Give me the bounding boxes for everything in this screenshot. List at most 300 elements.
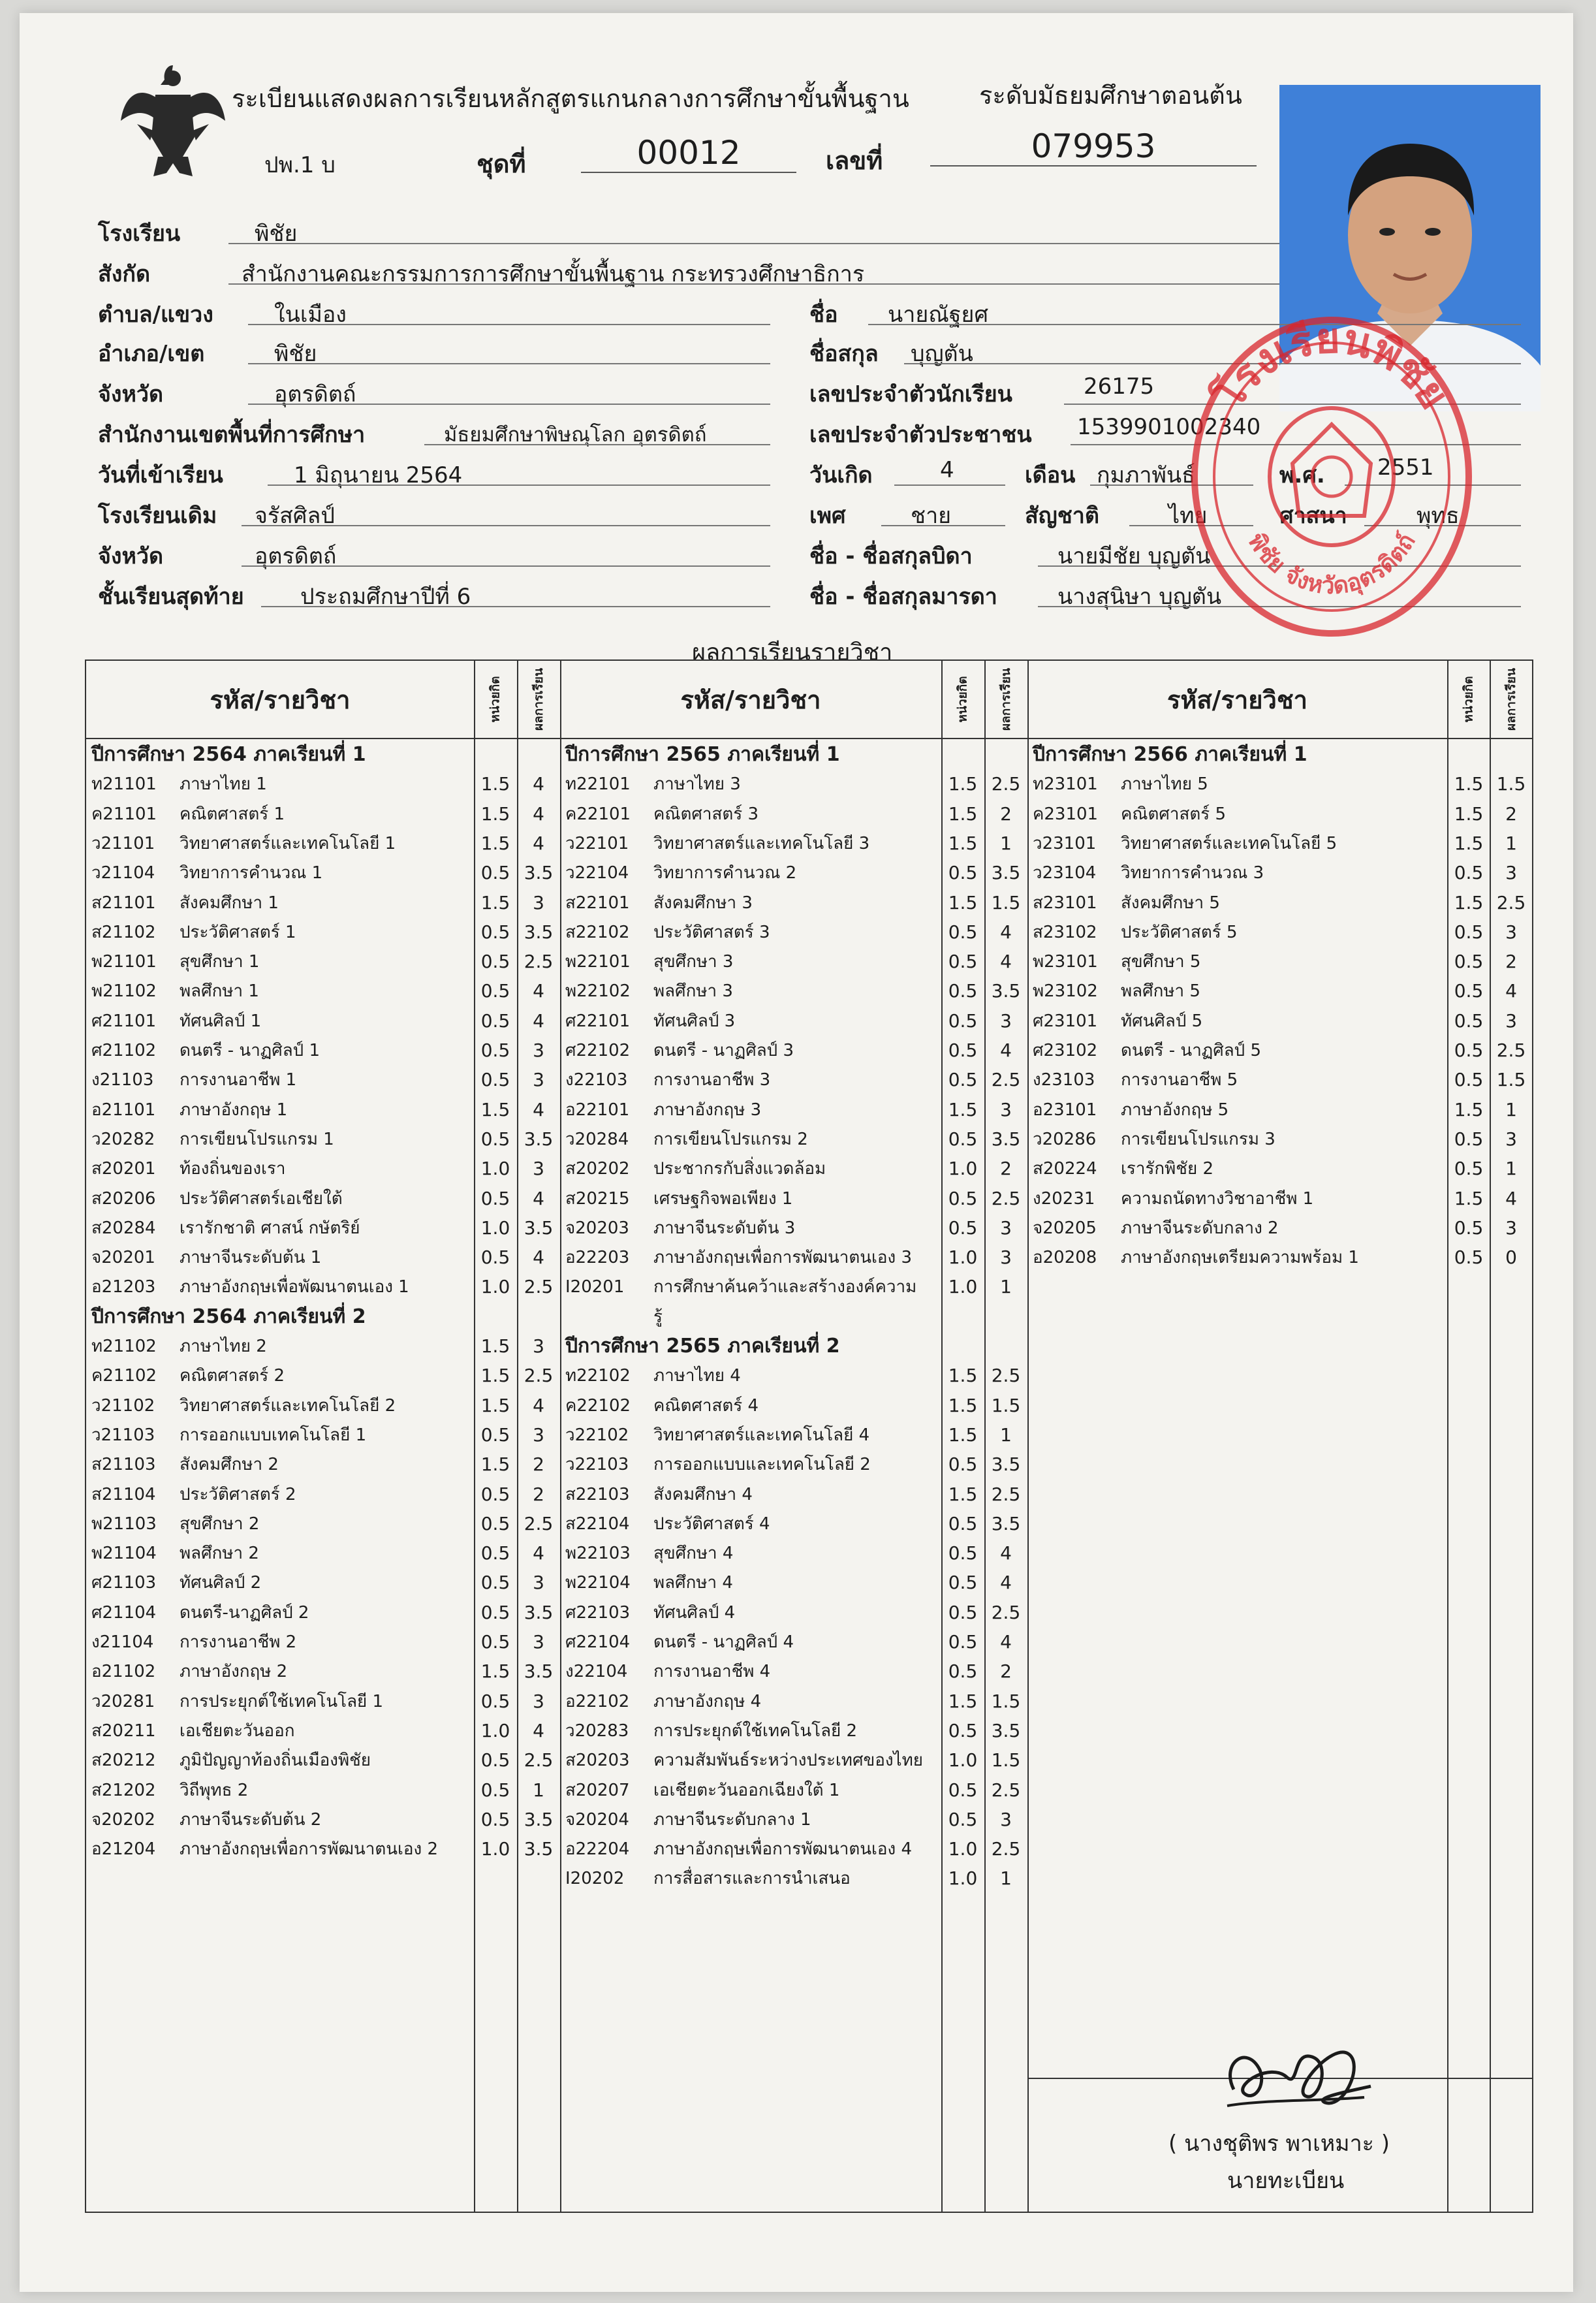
grade-value: 4 bbox=[1000, 921, 1012, 943]
table-row bbox=[565, 829, 869, 858]
subject-name: ทัศนศิลป์ 3 bbox=[653, 1011, 736, 1031]
grade-value: 1.5 bbox=[991, 1749, 1021, 1771]
form-code: ปพ.1 บ bbox=[264, 152, 336, 178]
table-row bbox=[565, 1717, 857, 1745]
grade-value: 1.5 bbox=[991, 891, 1021, 913]
credit-value: 0.5 bbox=[1454, 980, 1484, 1002]
subject-name: คณิตศาสตร์ 5 bbox=[1121, 804, 1227, 824]
grade-value: 1 bbox=[1000, 1276, 1012, 1298]
subject-header-1: รหัส/รายวิชา bbox=[210, 685, 351, 714]
credit-value: 0.5 bbox=[480, 1542, 510, 1564]
subject-code: ส20211 bbox=[91, 1721, 156, 1741]
citizen-id-label: เลขประจำตัวประชาชน bbox=[809, 422, 1032, 448]
table-row bbox=[91, 1480, 296, 1509]
subject-code: ศ23101 bbox=[1033, 1011, 1098, 1031]
grade-value: 3.5 bbox=[991, 1719, 1021, 1741]
subject-name: รู้ bbox=[653, 1307, 663, 1327]
grade-value: 2 bbox=[1000, 1660, 1012, 1683]
subject-code: ศ22104 bbox=[565, 1632, 631, 1652]
subject-code: ว20286 bbox=[1033, 1129, 1097, 1149]
grade-value: 4 bbox=[533, 1394, 544, 1416]
subject-name: สังคมศึกษา 3 bbox=[653, 893, 753, 913]
credit-value: 1.5 bbox=[948, 773, 978, 795]
subject-name: ประวัติศาสตร์ 4 bbox=[653, 1514, 770, 1534]
subject-code: พ21104 bbox=[91, 1544, 157, 1564]
table-row bbox=[91, 829, 396, 858]
subject-code: ศ21103 bbox=[91, 1573, 157, 1593]
credit-value: 0.5 bbox=[480, 1423, 510, 1446]
table-row bbox=[565, 918, 770, 947]
grade-value: 3 bbox=[533, 891, 544, 913]
subject-code: ท22101 bbox=[565, 774, 631, 795]
grade-value: 2.5 bbox=[991, 1365, 1021, 1387]
grade-value: 3 bbox=[1505, 1128, 1517, 1150]
subject-code: ว21101 bbox=[91, 833, 155, 853]
area-office-value: มัธยมศึกษาพิษณุโลก อุตรดิตถ์ bbox=[444, 423, 707, 447]
subject-name: สุขศึกษา 1 bbox=[180, 952, 260, 972]
subject-name: การเขียนโปรแกรม 1 bbox=[180, 1129, 334, 1149]
subject-code: ง20231 bbox=[1033, 1188, 1095, 1209]
subject-code: ศ21102 bbox=[91, 1041, 157, 1060]
subject-code: ส22101 bbox=[565, 893, 630, 913]
grade-value: 4 bbox=[533, 1247, 544, 1269]
credit-value: 0.5 bbox=[1454, 1247, 1484, 1269]
table-row bbox=[91, 1273, 409, 1301]
subject-name: สังคมศึกษา 4 bbox=[653, 1484, 753, 1504]
subject-code: อ21203 bbox=[91, 1277, 156, 1297]
subject-code: ว22102 bbox=[565, 1425, 629, 1445]
subject-name: ประชากรกับสิ่งแวดล้อม bbox=[653, 1159, 826, 1179]
subject-code: อ22203 bbox=[565, 1248, 630, 1268]
grade-value: 2 bbox=[1000, 802, 1012, 825]
subject-code: ค21101 bbox=[91, 804, 157, 824]
subject-code: ว21103 bbox=[91, 1425, 155, 1445]
subject-code: พ22104 bbox=[565, 1573, 631, 1593]
table-row bbox=[91, 1598, 309, 1627]
semester-heading: ปีการศึกษา 2566 ภาคเรียนที่ 1 bbox=[1033, 743, 1307, 766]
grade-value: 2 bbox=[533, 1453, 544, 1476]
subject-name: ท้องถิ่นของเรา bbox=[180, 1159, 286, 1179]
subject-name: ประวัติศาสตร์ 3 bbox=[653, 922, 770, 942]
nationality-label: สัญชาติ bbox=[1025, 503, 1099, 529]
subject-name: ภาษาอังกฤษ 2 bbox=[180, 1662, 288, 1682]
grade-value: 1 bbox=[1505, 1158, 1517, 1180]
subject-name: การศึกษาค้นคว้าและสร้างองค์ความ bbox=[653, 1277, 917, 1297]
credit-value: 1.5 bbox=[948, 1365, 978, 1387]
grade-value: 4 bbox=[1505, 1187, 1517, 1209]
table-row bbox=[1033, 800, 1226, 829]
credit-header-1: หน่วยกิต bbox=[488, 676, 503, 723]
table-row bbox=[565, 1214, 795, 1243]
table-row bbox=[565, 1539, 733, 1568]
subject-name: ภาษาอังกฤษ 4 bbox=[653, 1691, 762, 1711]
credit-value: 0.5 bbox=[480, 1483, 510, 1505]
grade-value: 4 bbox=[533, 980, 544, 1002]
subject-code: จ20202 bbox=[91, 1809, 155, 1830]
subject-name: ประวัติศาสตร์ 2 bbox=[180, 1484, 296, 1504]
subject-code: พ22102 bbox=[565, 981, 631, 1002]
birth-day-label: วันเกิด bbox=[809, 462, 873, 488]
table-row bbox=[565, 770, 741, 799]
credit-value: 1.5 bbox=[948, 1394, 978, 1416]
table-row bbox=[91, 1687, 383, 1716]
subject-code: ว23104 bbox=[1033, 863, 1097, 883]
district-value: พิชัย bbox=[274, 341, 317, 367]
subject-name: ดนตรี - นาฏศิลป์ 5 bbox=[1121, 1041, 1261, 1060]
subject-code: อ22204 bbox=[565, 1839, 630, 1860]
subject-name: ภาษาไทย 1 bbox=[180, 774, 267, 795]
subject-code: ส20224 bbox=[1033, 1159, 1097, 1179]
subject-code: ศ21104 bbox=[91, 1602, 157, 1623]
number-label: เลขที่ bbox=[826, 146, 883, 175]
subject-name: ภาษาอังกฤษ 3 bbox=[653, 1100, 762, 1120]
credit-value: 1.5 bbox=[480, 1394, 510, 1416]
subject-code: พ23102 bbox=[1033, 981, 1098, 1002]
citizen-id-value: 1539901002340 bbox=[1077, 414, 1261, 440]
grade-value: 2.5 bbox=[1496, 891, 1526, 913]
credit-value: 1.5 bbox=[1454, 1098, 1484, 1120]
subject-code: ศ22102 bbox=[565, 1041, 631, 1060]
subject-name: วิทยาการคำนวณ 3 bbox=[1121, 863, 1264, 883]
credit-value: 1.0 bbox=[480, 1276, 510, 1298]
credit-value: 1.5 bbox=[480, 802, 510, 825]
surname-value: บุญตัน bbox=[911, 341, 973, 367]
grade-value: 3 bbox=[1000, 1247, 1012, 1269]
semester-heading: ปีการศึกษา 2565 ภาคเรียนที่ 1 bbox=[565, 743, 840, 766]
table-row bbox=[565, 1450, 871, 1479]
table-row bbox=[565, 1510, 770, 1538]
table-row bbox=[1033, 1184, 1313, 1213]
sex-value: ชาย bbox=[911, 503, 952, 529]
subject-name: การออกแบบและเทคโนโลยี 2 bbox=[653, 1455, 871, 1475]
table-row bbox=[91, 1835, 438, 1864]
subject-code: อ21204 bbox=[91, 1839, 156, 1860]
religion-value: พุทธ bbox=[1416, 503, 1460, 529]
table-row bbox=[1033, 770, 1208, 799]
results-table-title: ผลการเรียนรายวิชา bbox=[692, 639, 893, 666]
subject-name: คณิตศาสตร์ 3 bbox=[653, 804, 759, 824]
results-table bbox=[85, 659, 1533, 2213]
subject-name: พลศึกษา 3 bbox=[653, 981, 733, 1002]
table-row bbox=[91, 918, 296, 947]
subject-code: อ23101 bbox=[1033, 1100, 1097, 1120]
grade-value: 3 bbox=[1000, 1808, 1012, 1830]
table-row bbox=[1033, 918, 1238, 947]
subject-code: ส20207 bbox=[565, 1780, 630, 1800]
credit-value: 0.5 bbox=[480, 1572, 510, 1594]
school-label: โรงเรียน bbox=[98, 221, 181, 247]
subject-name: ประวัติศาสตร์ 1 bbox=[180, 922, 296, 942]
subject-name: ภาษาจีนระดับต้น 1 bbox=[180, 1248, 322, 1268]
table-row bbox=[91, 770, 267, 799]
grade-value: 4 bbox=[1000, 1572, 1012, 1594]
subject-name: การงานอาชีพ 1 bbox=[180, 1070, 297, 1090]
credit-value: 1.5 bbox=[480, 891, 510, 913]
grade-value: 2.5 bbox=[991, 773, 1021, 795]
grade-header-1: ผลการเรียน bbox=[531, 668, 546, 731]
grade-value: 3.5 bbox=[524, 1128, 554, 1150]
subject-name: ประวัติศาสตร์เอเชียใต้ bbox=[180, 1188, 343, 1209]
table-row bbox=[565, 1007, 735, 1036]
grade-value: 2.5 bbox=[991, 1483, 1021, 1505]
credit-value: 0.5 bbox=[480, 1009, 510, 1032]
grade-value: 3 bbox=[533, 1069, 544, 1091]
table-row bbox=[91, 1066, 296, 1094]
grade-value: 4 bbox=[533, 832, 544, 854]
grade-value: 1.5 bbox=[991, 1394, 1021, 1416]
subject-name: ภาษาอังกฤษเพื่อพัฒนาตนเอง 1 bbox=[180, 1277, 409, 1297]
subject-code: ท22102 bbox=[565, 1366, 631, 1386]
father-label: ชื่อ - ชื่อสกุลบิดา bbox=[809, 543, 973, 569]
subject-name: ดนตรี - นาฏศิลป์ 4 bbox=[653, 1632, 794, 1652]
grade-value: 4 bbox=[533, 1542, 544, 1564]
grade-value: 3 bbox=[1505, 1216, 1517, 1239]
grade-value: 2 bbox=[1000, 1158, 1012, 1180]
subject-code: ง22104 bbox=[565, 1662, 628, 1682]
subject-code: ว20283 bbox=[565, 1721, 629, 1741]
credit-value: 1.5 bbox=[948, 1098, 978, 1120]
credit-value: 0.5 bbox=[480, 951, 510, 973]
subdistrict-value: ในเมือง bbox=[274, 302, 347, 328]
subject-name: ทัศนศิลป์ 4 bbox=[653, 1602, 736, 1623]
table-row bbox=[91, 1717, 294, 1745]
grade-value: 3 bbox=[533, 1423, 544, 1446]
table-row bbox=[91, 977, 259, 1006]
grade-value: 2.5 bbox=[991, 1779, 1021, 1801]
table-row bbox=[91, 1805, 321, 1834]
birth-month-label: เดือน bbox=[1025, 462, 1076, 488]
grade-value: 1.5 bbox=[1496, 1069, 1526, 1091]
credit-value: 0.5 bbox=[480, 980, 510, 1002]
table-row bbox=[91, 1776, 248, 1805]
subject-name: ภาษาอังกฤษเพื่อการพัฒนาตนเอง 3 bbox=[653, 1248, 913, 1268]
subject-name: ภูมิปัญญาท้องถิ่นเมืองพิชัย bbox=[180, 1751, 371, 1771]
credit-value: 1.5 bbox=[480, 832, 510, 854]
table-row bbox=[91, 1214, 360, 1243]
credit-value: 1.5 bbox=[948, 1483, 978, 1505]
credit-value: 1.5 bbox=[948, 891, 978, 913]
subject-name: คณิตศาสตร์ 1 bbox=[180, 804, 285, 824]
credit-value: 1.5 bbox=[1454, 773, 1484, 795]
table-row bbox=[1033, 889, 1220, 917]
table-row bbox=[565, 889, 753, 917]
subject-name: ภาษาอังกฤษ 1 bbox=[180, 1100, 288, 1120]
grade-value: 3 bbox=[533, 1572, 544, 1594]
enroll-date-value: 1 มิถุนายน 2564 bbox=[294, 462, 463, 488]
table-row bbox=[91, 1391, 396, 1420]
subject-name: เอเชียตะวันออก bbox=[180, 1721, 295, 1741]
subject-name: การประยุกต์ใช้เทคโนโลยี 1 bbox=[180, 1691, 384, 1711]
table-row bbox=[91, 1036, 320, 1065]
grade-value: 3.5 bbox=[524, 862, 554, 884]
credit-value: 0.5 bbox=[480, 1749, 510, 1771]
credit-value bbox=[941, 1303, 984, 1331]
table-row bbox=[565, 1066, 770, 1094]
credit-value: 0.5 bbox=[948, 1601, 978, 1623]
credit-value: 0.5 bbox=[948, 1512, 978, 1534]
subject-code: ส20284 bbox=[91, 1218, 156, 1238]
grade-value: 3 bbox=[1505, 1009, 1517, 1032]
credit-value: 0.5 bbox=[1454, 1158, 1484, 1180]
credit-value: 0.5 bbox=[480, 1128, 510, 1150]
grade-value: 3 bbox=[533, 1158, 544, 1180]
document-number: 079953 bbox=[930, 127, 1257, 167]
table-row bbox=[1033, 1125, 1275, 1154]
table-row bbox=[565, 1864, 851, 1893]
subject-code: พ22103 bbox=[565, 1544, 631, 1564]
registrar-role: นายทะเบียน bbox=[1227, 2168, 1345, 2194]
credit-value: 0.5 bbox=[480, 1247, 510, 1269]
credit-value: 0.5 bbox=[948, 1660, 978, 1683]
religion-label: ศาสนา bbox=[1279, 503, 1347, 529]
grade-value: 3.5 bbox=[991, 1453, 1021, 1476]
set-label: ชุดที่ bbox=[477, 150, 526, 178]
seal-bottom-text: พิชัย จังหวัดอุตรดิตถ์ bbox=[1242, 528, 1421, 600]
subject-name: ภาษาอังกฤษเพื่อการพัฒนาตนเอง 4 bbox=[653, 1839, 913, 1860]
grade-value: 1.5 bbox=[1496, 773, 1526, 795]
grade-value: 4 bbox=[533, 802, 544, 825]
subject-code: ค22101 bbox=[565, 804, 631, 824]
grade-value: 3 bbox=[533, 1690, 544, 1712]
grade-value: 3.5 bbox=[991, 862, 1021, 884]
subject-name: เรารักพิชัย 2 bbox=[1121, 1159, 1213, 1179]
credit-value: 1.0 bbox=[948, 1867, 978, 1890]
prev-province-label: จังหวัด bbox=[98, 543, 164, 569]
subject-name: สังคมศึกษา 2 bbox=[180, 1455, 279, 1475]
credit-value: 1.5 bbox=[480, 1098, 510, 1120]
credit-value: 1.5 bbox=[948, 1423, 978, 1446]
table-row bbox=[565, 1273, 916, 1301]
surname-label: ชื่อสกุล bbox=[809, 341, 879, 367]
subject-name: สุขศึกษา 2 bbox=[180, 1514, 260, 1534]
credit-value: 0.5 bbox=[1454, 1216, 1484, 1239]
table-row bbox=[565, 859, 796, 887]
credit-value: 0.5 bbox=[1454, 862, 1484, 884]
credit-value: 0.5 bbox=[1454, 1040, 1484, 1061]
subject-code: จ20203 bbox=[565, 1218, 629, 1238]
birth-month-value: กุมภาพันธ์ bbox=[1097, 462, 1195, 488]
grade-value: 1 bbox=[1505, 832, 1517, 854]
area-office-label: สำนักงานเขตพื้นที่การศึกษา bbox=[98, 422, 366, 448]
subject-name: การออกแบบเทคโนโลยี 1 bbox=[180, 1425, 367, 1445]
grade-value: 1 bbox=[533, 1779, 544, 1801]
subject-code: พ21103 bbox=[91, 1514, 157, 1534]
credit-value: 0.5 bbox=[480, 1631, 510, 1653]
grade-value: 0 bbox=[1505, 1247, 1517, 1269]
subject-code: ส20206 bbox=[91, 1188, 156, 1209]
grade-value: 2.5 bbox=[524, 951, 554, 973]
table-row bbox=[91, 859, 322, 887]
subject-code: อ20208 bbox=[1033, 1248, 1097, 1268]
province-value: อุตรดิตถ์ bbox=[274, 381, 356, 407]
table-row bbox=[565, 1598, 735, 1627]
subject-code: ว20284 bbox=[565, 1129, 629, 1149]
credit-value: 0.5 bbox=[1454, 1069, 1484, 1091]
table-row bbox=[565, 1628, 794, 1657]
table-row bbox=[565, 1421, 869, 1450]
subject-code: ค22102 bbox=[565, 1395, 631, 1416]
table-row bbox=[565, 947, 733, 976]
credit-value: 0.5 bbox=[948, 1572, 978, 1594]
grade-value: 3 bbox=[533, 1631, 544, 1653]
subject-code: ศ22101 bbox=[565, 1011, 631, 1031]
table-row bbox=[91, 947, 259, 976]
grade-value: 3.5 bbox=[524, 1601, 554, 1623]
father-value: นายมีชัย บุญตัน bbox=[1057, 543, 1211, 569]
subject-name: พลศึกษา 4 bbox=[653, 1573, 733, 1593]
grade-value: 3.5 bbox=[524, 1216, 554, 1239]
subject-name: การประยุกต์ใช้เทคโนโลยี 2 bbox=[653, 1721, 858, 1741]
credit-value: 1.0 bbox=[480, 1838, 510, 1860]
grade-value: 4 bbox=[1000, 1040, 1012, 1061]
credit-value: 1.5 bbox=[480, 1660, 510, 1683]
grade-value: 1.5 bbox=[991, 1690, 1021, 1712]
affiliation-value: สำนักงานคณะกรรมการการศึกษาขั้นพื้นฐาน กระทรวงศึกษาธิการ bbox=[242, 261, 865, 287]
credit-value: 1.5 bbox=[1454, 891, 1484, 913]
table-row bbox=[565, 1154, 826, 1183]
subject-name: วิทยาศาสตร์และเทคโนโลยี 2 bbox=[180, 1395, 396, 1416]
credit-value: 0.5 bbox=[948, 1719, 978, 1741]
grade-value: 2 bbox=[1505, 802, 1517, 825]
table-row bbox=[91, 1096, 287, 1124]
grade-value: 4 bbox=[1000, 1631, 1012, 1653]
subject-code: ว22101 bbox=[565, 833, 629, 853]
grade-value: 2.5 bbox=[524, 1365, 554, 1387]
subject-code: พ21102 bbox=[91, 981, 157, 1002]
credit-header-3: หน่วยกิต bbox=[1462, 676, 1477, 723]
subject-name: สุขศึกษา 5 bbox=[1121, 952, 1201, 972]
table-row bbox=[91, 1510, 259, 1538]
school-seal-icon bbox=[1181, 307, 1482, 646]
credit-value: 0.5 bbox=[480, 1808, 510, 1830]
credit-value: 0.5 bbox=[1454, 1128, 1484, 1150]
credit-value: 1.5 bbox=[948, 1690, 978, 1712]
subject-name: ภาษาไทย 3 bbox=[653, 774, 741, 795]
table-row bbox=[565, 1805, 811, 1834]
name-label: ชื่อ bbox=[809, 302, 838, 328]
table-row bbox=[565, 1184, 792, 1213]
subject-code: ส22102 bbox=[565, 922, 630, 942]
subject-name: เศรษฐกิจพอเพียง 1 bbox=[653, 1188, 793, 1209]
birth-year-label: พ.ศ. bbox=[1279, 462, 1325, 488]
district-label: อำเภอ/เขต bbox=[98, 341, 205, 367]
subject-code: ว21104 bbox=[91, 863, 155, 883]
subject-code: ค21102 bbox=[91, 1366, 157, 1386]
subject-name: วิทยาศาสตร์และเทคโนโลยี 1 bbox=[180, 833, 396, 853]
subject-name: การงานอาชีพ 4 bbox=[653, 1662, 771, 1682]
credit-value: 0.5 bbox=[1454, 1009, 1484, 1032]
subject-code: ส21104 bbox=[91, 1484, 156, 1504]
table-row bbox=[1033, 947, 1200, 976]
sex-label: เพศ bbox=[809, 503, 846, 529]
table-row bbox=[565, 1096, 761, 1124]
subject-code: พ22101 bbox=[565, 952, 631, 972]
education-level: ระดับมัธยมศึกษาตอนต้น bbox=[979, 81, 1242, 110]
subject-name: การงานอาชีพ 2 bbox=[180, 1632, 297, 1652]
table-row bbox=[91, 1361, 285, 1390]
credit-value: 0.5 bbox=[948, 862, 978, 884]
subject-name: ทัศนศิลป์ 5 bbox=[1121, 1011, 1203, 1031]
grade-value: 3.5 bbox=[991, 1512, 1021, 1534]
subdistrict-label: ตำบล/แขวง bbox=[98, 302, 213, 328]
table-row bbox=[565, 1391, 759, 1420]
grade-value: 4 bbox=[1505, 980, 1517, 1002]
subject-code: ง22103 bbox=[565, 1070, 628, 1090]
school-value: พิชัย bbox=[255, 221, 298, 247]
subject-name: ภาษาไทย 4 bbox=[653, 1366, 741, 1386]
table-row bbox=[565, 1687, 761, 1716]
subject-name: การงานอาชีพ 3 bbox=[653, 1070, 771, 1090]
